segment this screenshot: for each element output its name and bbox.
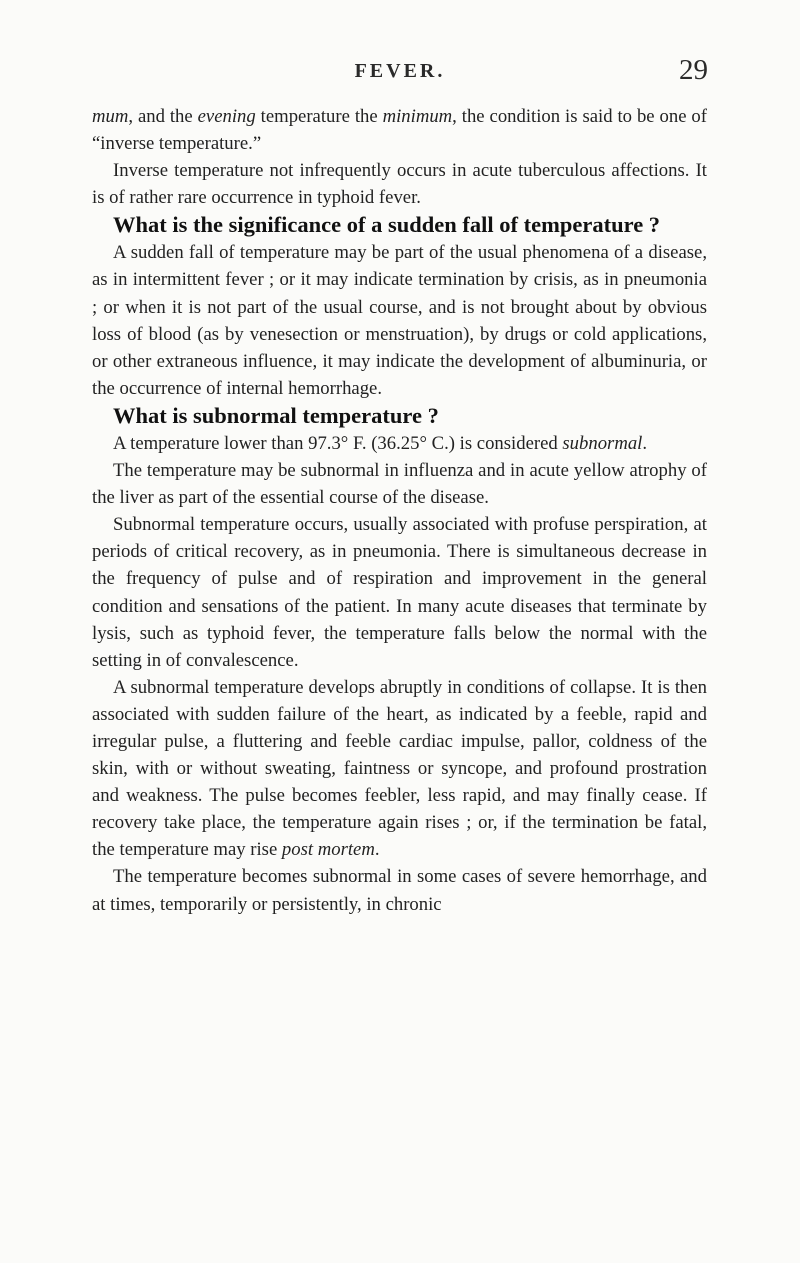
italic-term: post mortem (281, 839, 375, 861)
paragraph: A sudden fall of temperature may be part of the usual phenomena of a disease, as in intermittent fever ; or it may indicate termination by crisis, as in pneumonia ; or when it is not part of the usual course, and is not brought about by obvious loss of blood (as by venesection or menstruation), by drugs or cold applications, or other extraneous influence, it may indicate the development of albuminuria, or the occurrence of internal hemorrhage. (92, 242, 707, 399)
paragraph: Subnormal temperature occurs, usually associated with profuse perspiration, at periods of critical recovery, as in pneumonia. There is simultaneous decrease in the frequency of pulse and of respiration and improvement in the general condition and sensations of the patient. In many acute diseases that terminate by lysis, such as typhoid fever, the temperature falls below the normal with the setting in of convalescence. (92, 514, 707, 671)
paragraph (92, 430, 707, 457)
question-heading: What is subnormal temperature ? (113, 402, 439, 428)
italic-term: mum (92, 106, 129, 127)
text-run: . (642, 432, 648, 454)
question-heading: What is the significance of a sudden fall of temperature ? (113, 212, 661, 238)
italic-term: minimum (382, 106, 453, 127)
paragraph-continuation (92, 103, 707, 157)
paragraph: The temperature becomes subnormal in some cases of severe hemorrhage, and at times, temporarily or persistently, in chronic (92, 866, 707, 915)
running-head (92, 54, 708, 94)
body-text (92, 103, 707, 918)
text-run: temperature the (255, 106, 383, 127)
italic-term: evening (197, 106, 256, 127)
page-number: 29 (679, 54, 708, 86)
paragraph: Inverse temperature not infrequently occurs in acute tuberculous affections. It is of rather rare occurrence in typhoid fever. (92, 160, 707, 209)
text-run: A temperature lower than 97.3° F. (36.25° C.) is considered (113, 432, 563, 454)
paragraph (92, 674, 707, 864)
running-title: FEVER. (354, 60, 446, 82)
text-run: . (374, 839, 380, 861)
text-run: , and the (128, 106, 198, 127)
italic-term: subnormal (562, 432, 643, 454)
paragraph: The temperature may be subnormal in influenza and in acute yellow atrophy of the liver as part of the essential course of the disease. (92, 460, 707, 509)
text-run: A subnormal temperature develops abruptly in conditions of collapse. It is then associated with sudden failure of the heart, as indicated by a feeble, rapid and irregular pulse, a fluttering and feeble cardiac impulse, pallor, coldness of the skin, with or without sweating, faintness or syncope, and profound prostration and weakness. The pulse becomes feebler, less rapid, and may finally cease. If recovery take place, the temperature again rises ; or, if the termination be fatal, the temperature may rise (92, 676, 707, 861)
text-run: , the condition is said to be one of “inverse temperature.” (92, 106, 707, 155)
